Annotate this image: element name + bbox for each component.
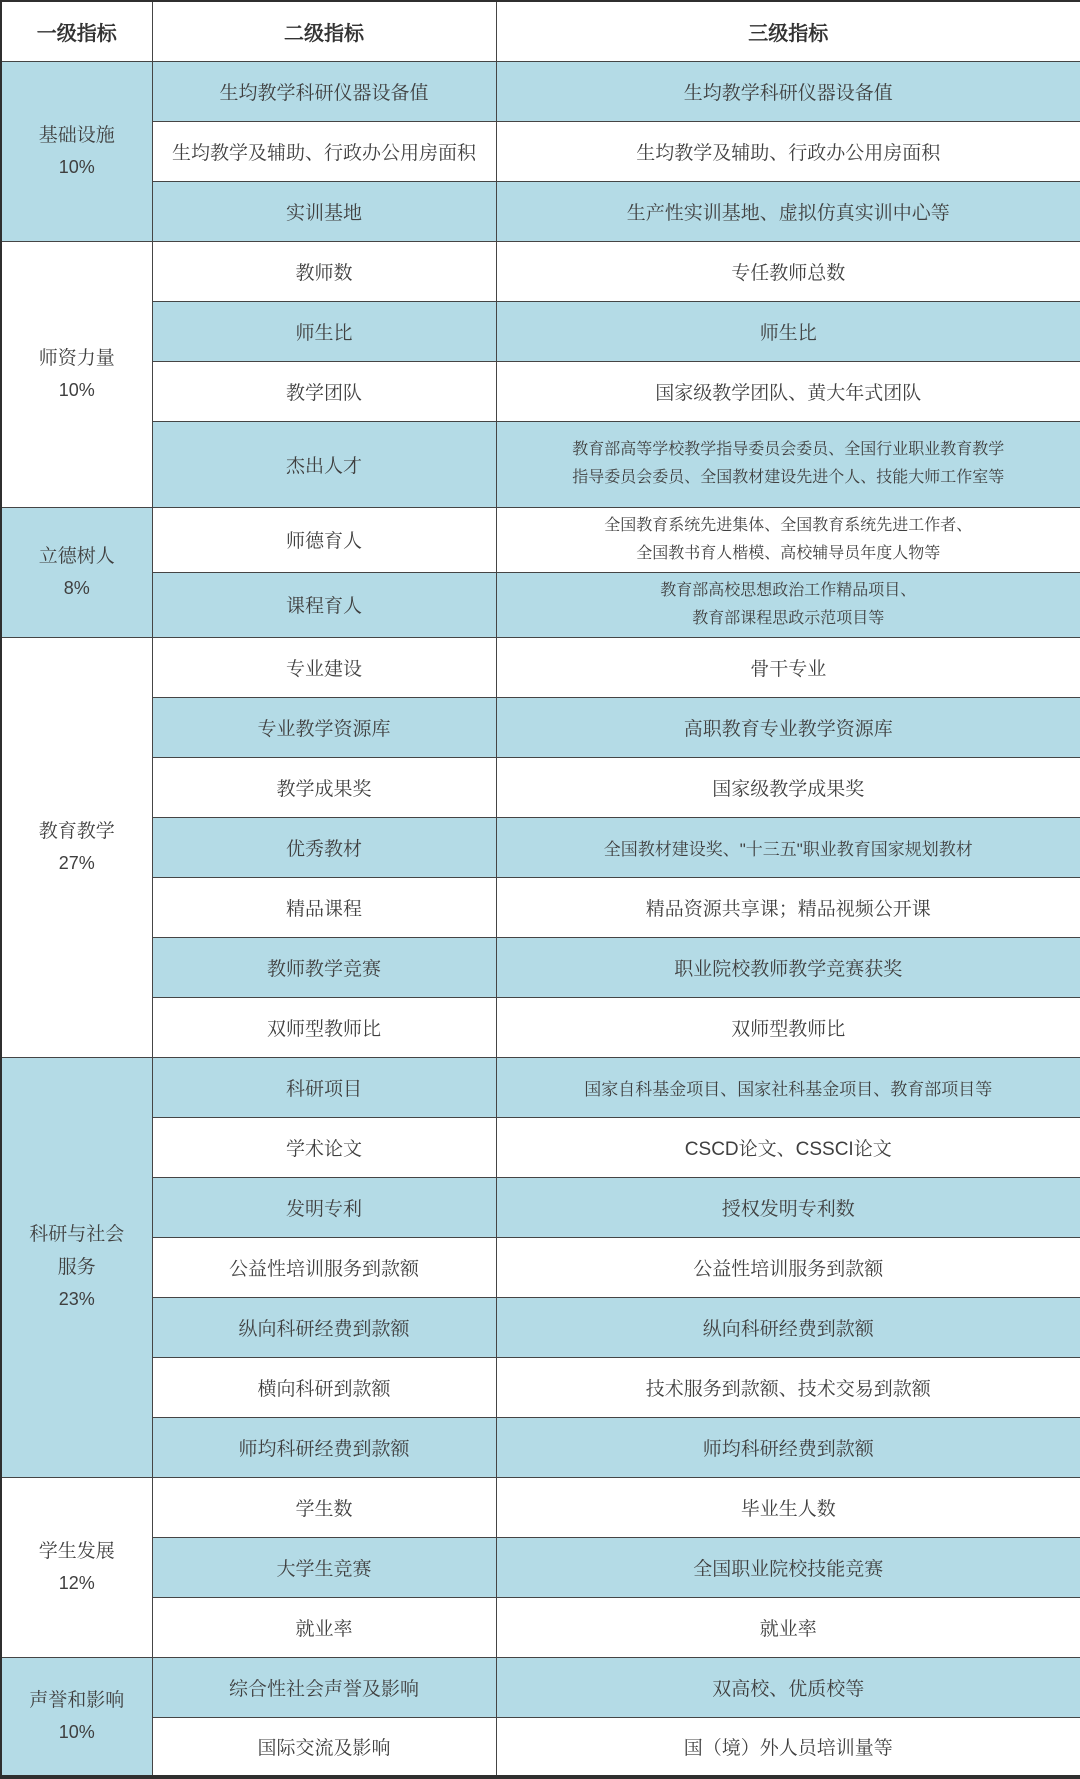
level2-cell: 教师数 xyxy=(152,241,496,301)
level3-cell: 师均科研经费到款额 xyxy=(496,1417,1080,1477)
table-row xyxy=(1,421,1080,507)
level3-cell: 国（境）外人员培训量等 xyxy=(496,1717,1080,1777)
level2-cell: 专业教学资源库 xyxy=(152,697,496,757)
level1-weight: 8% xyxy=(63,577,90,598)
level3-cell: 师生比 xyxy=(496,301,1080,361)
level2-cell: 优秀教材 xyxy=(152,817,496,877)
table-row xyxy=(1,61,1080,121)
level2-cell: 发明专利 xyxy=(152,1177,496,1237)
header-row xyxy=(1,1,1080,61)
level3-cell xyxy=(496,507,1080,572)
table-row xyxy=(1,1717,1080,1777)
level2-cell: 生均教学科研仪器设备值 xyxy=(152,61,496,121)
level3-cell: 纵向科研经费到款额 xyxy=(496,1297,1080,1357)
level1-label-line: 基础设施 xyxy=(38,124,115,146)
level1-cell xyxy=(1,507,152,637)
level2-cell: 大学生竞赛 xyxy=(152,1537,496,1597)
level2-cell: 专业建设 xyxy=(152,637,496,697)
level2-cell: 教学成果奖 xyxy=(152,757,496,817)
level3-cell: 骨干专业 xyxy=(496,637,1080,697)
level1-label-line: 科研与社会 xyxy=(29,1224,125,1246)
level2-cell: 生均教学及辅助、行政办公用房面积 xyxy=(152,121,496,181)
level2-cell: 综合性社会声誉及影响 xyxy=(152,1657,496,1717)
level2-cell: 学术论文 xyxy=(152,1117,496,1177)
level1-weight: 10% xyxy=(58,379,95,400)
table-row xyxy=(1,121,1080,181)
header-level3: 三级指标 xyxy=(496,1,1080,61)
level2-cell: 公益性培训服务到款额 xyxy=(152,1237,496,1297)
table-row xyxy=(1,1057,1080,1117)
level3-cell: 专任教师总数 xyxy=(496,241,1080,301)
level1-cell xyxy=(1,61,152,241)
level1-label-line: 师资力量 xyxy=(38,347,115,369)
header-level1: 一级指标 xyxy=(1,1,152,61)
level3-cell xyxy=(496,421,1080,507)
level2-cell: 教师教学竞赛 xyxy=(152,937,496,997)
level2-cell: 教学团队 xyxy=(152,361,496,421)
level3-cell: 技术服务到款额、技术交易到款额 xyxy=(496,1357,1080,1417)
table-row xyxy=(1,1297,1080,1357)
table-row xyxy=(1,1657,1080,1717)
level2-cell: 纵向科研经费到款额 xyxy=(152,1297,496,1357)
level2-cell: 师德育人 xyxy=(152,507,496,572)
level3-cell: 国家级教学成果奖 xyxy=(496,757,1080,817)
level1-label xyxy=(8,120,146,152)
level1-weight: 12% xyxy=(58,1572,95,1593)
level3-cell: 高职教育专业教学资源库 xyxy=(496,697,1080,757)
level2-cell: 双师型教师比 xyxy=(152,997,496,1057)
level1-cell xyxy=(1,1657,152,1777)
level1-label-line: 学生发展 xyxy=(38,1540,115,1562)
level3-text-line: 教育部高校思想政治工作精品项目、 xyxy=(660,581,917,599)
table-row xyxy=(1,181,1080,241)
level1-label-line: 声誉和影响 xyxy=(29,1689,125,1711)
level3-cell: 精品资源共享课；精品视频公开课 xyxy=(496,877,1080,937)
level3-text-line: 全国教育系统先进集体、全国教育系统先进工作者、 xyxy=(604,516,973,534)
table-row xyxy=(1,637,1080,697)
level2-cell: 横向科研到款额 xyxy=(152,1357,496,1417)
level1-weight: 27% xyxy=(58,852,95,873)
level3-cell xyxy=(496,572,1080,637)
level3-text-line: 教育部高等学校教学指导委员会委员、全国行业职业教育教学 xyxy=(572,441,1005,458)
table-row xyxy=(1,507,1080,572)
level1-label xyxy=(8,1685,146,1717)
level2-cell: 就业率 xyxy=(152,1597,496,1657)
indicator-table-body xyxy=(1,61,1080,1777)
table-row xyxy=(1,1417,1080,1477)
table-row xyxy=(1,301,1080,361)
level1-label xyxy=(8,1536,146,1568)
table-row xyxy=(1,937,1080,997)
table-header xyxy=(1,1,1080,61)
table-row xyxy=(1,997,1080,1057)
level1-weight: 23% xyxy=(58,1289,95,1309)
level1-label xyxy=(8,816,146,848)
level3-cell: 毕业生人数 xyxy=(496,1477,1080,1537)
level3-text-line: 指导委员会委员、全国教材建设先进个人、技能大师工作室等 xyxy=(572,469,1005,486)
table-row xyxy=(1,1237,1080,1297)
level2-cell: 师生比 xyxy=(152,301,496,361)
level3-cell: 国家自科基金项目、国家社科基金项目、教育部项目等 xyxy=(496,1057,1080,1117)
level1-label xyxy=(8,343,146,375)
table-row xyxy=(1,1177,1080,1237)
table-row xyxy=(1,1597,1080,1657)
table-row xyxy=(1,817,1080,877)
level3-cell: 生产性实训基地、虚拟仿真实训中心等 xyxy=(496,181,1080,241)
level2-cell: 精品课程 xyxy=(152,877,496,937)
level1-cell xyxy=(1,1057,152,1477)
level1-weight: 10% xyxy=(58,1722,95,1743)
table-row xyxy=(1,572,1080,637)
level3-cell: 双高校、优质校等 xyxy=(496,1657,1080,1717)
level3-cell: 授权发明专利数 xyxy=(496,1177,1080,1237)
level1-label-line: 立德树人 xyxy=(38,545,115,567)
level2-cell: 国际交流及影响 xyxy=(152,1717,496,1777)
level3-cell: 生均教学科研仪器设备值 xyxy=(496,61,1080,121)
level2-cell: 学生数 xyxy=(152,1477,496,1537)
level1-cell xyxy=(1,637,152,1057)
level3-text-line: 教育部课程思政示范项目等 xyxy=(692,609,885,627)
level3-cell: 公益性培训服务到款额 xyxy=(496,1237,1080,1297)
level1-weight: 10% xyxy=(58,156,95,177)
table-row xyxy=(1,1477,1080,1537)
level3-cell: 就业率 xyxy=(496,1597,1080,1657)
table-row xyxy=(1,1357,1080,1417)
table-row xyxy=(1,361,1080,421)
table-row xyxy=(1,1117,1080,1177)
level1-label-line: 服务 xyxy=(57,1256,96,1278)
level2-cell: 杰出人才 xyxy=(152,421,496,507)
table-row xyxy=(1,1537,1080,1597)
level3-cell: 国家级教学团队、黄大年式团队 xyxy=(496,361,1080,421)
level2-cell: 科研项目 xyxy=(152,1057,496,1117)
header-level2: 二级指标 xyxy=(152,1,496,61)
level1-label xyxy=(8,541,146,573)
level2-cell: 师均科研经费到款额 xyxy=(152,1417,496,1477)
level3-cell: CSCD论文、CSSCI论文 xyxy=(496,1117,1080,1177)
table-row xyxy=(1,757,1080,817)
level1-label xyxy=(8,1219,146,1284)
level2-cell: 实训基地 xyxy=(152,181,496,241)
table-row xyxy=(1,241,1080,301)
level1-cell xyxy=(1,241,152,507)
level3-cell: 生均教学及辅助、行政办公用房面积 xyxy=(496,121,1080,181)
table-row xyxy=(1,877,1080,937)
level3-text-line: 全国教书育人楷模、高校辅导员年度人物等 xyxy=(636,544,941,562)
level2-cell: 课程育人 xyxy=(152,572,496,637)
level1-cell xyxy=(1,1477,152,1657)
table-row xyxy=(1,697,1080,757)
level3-cell: 全国职业院校技能竞赛 xyxy=(496,1537,1080,1597)
level3-cell: 全国教材建设奖、"十三五"职业教育国家规划教材 xyxy=(496,817,1080,877)
level3-cell: 双师型教师比 xyxy=(496,997,1080,1057)
level1-label-line: 教育教学 xyxy=(38,820,115,842)
level3-cell: 职业院校教师教学竞赛获奖 xyxy=(496,937,1080,997)
